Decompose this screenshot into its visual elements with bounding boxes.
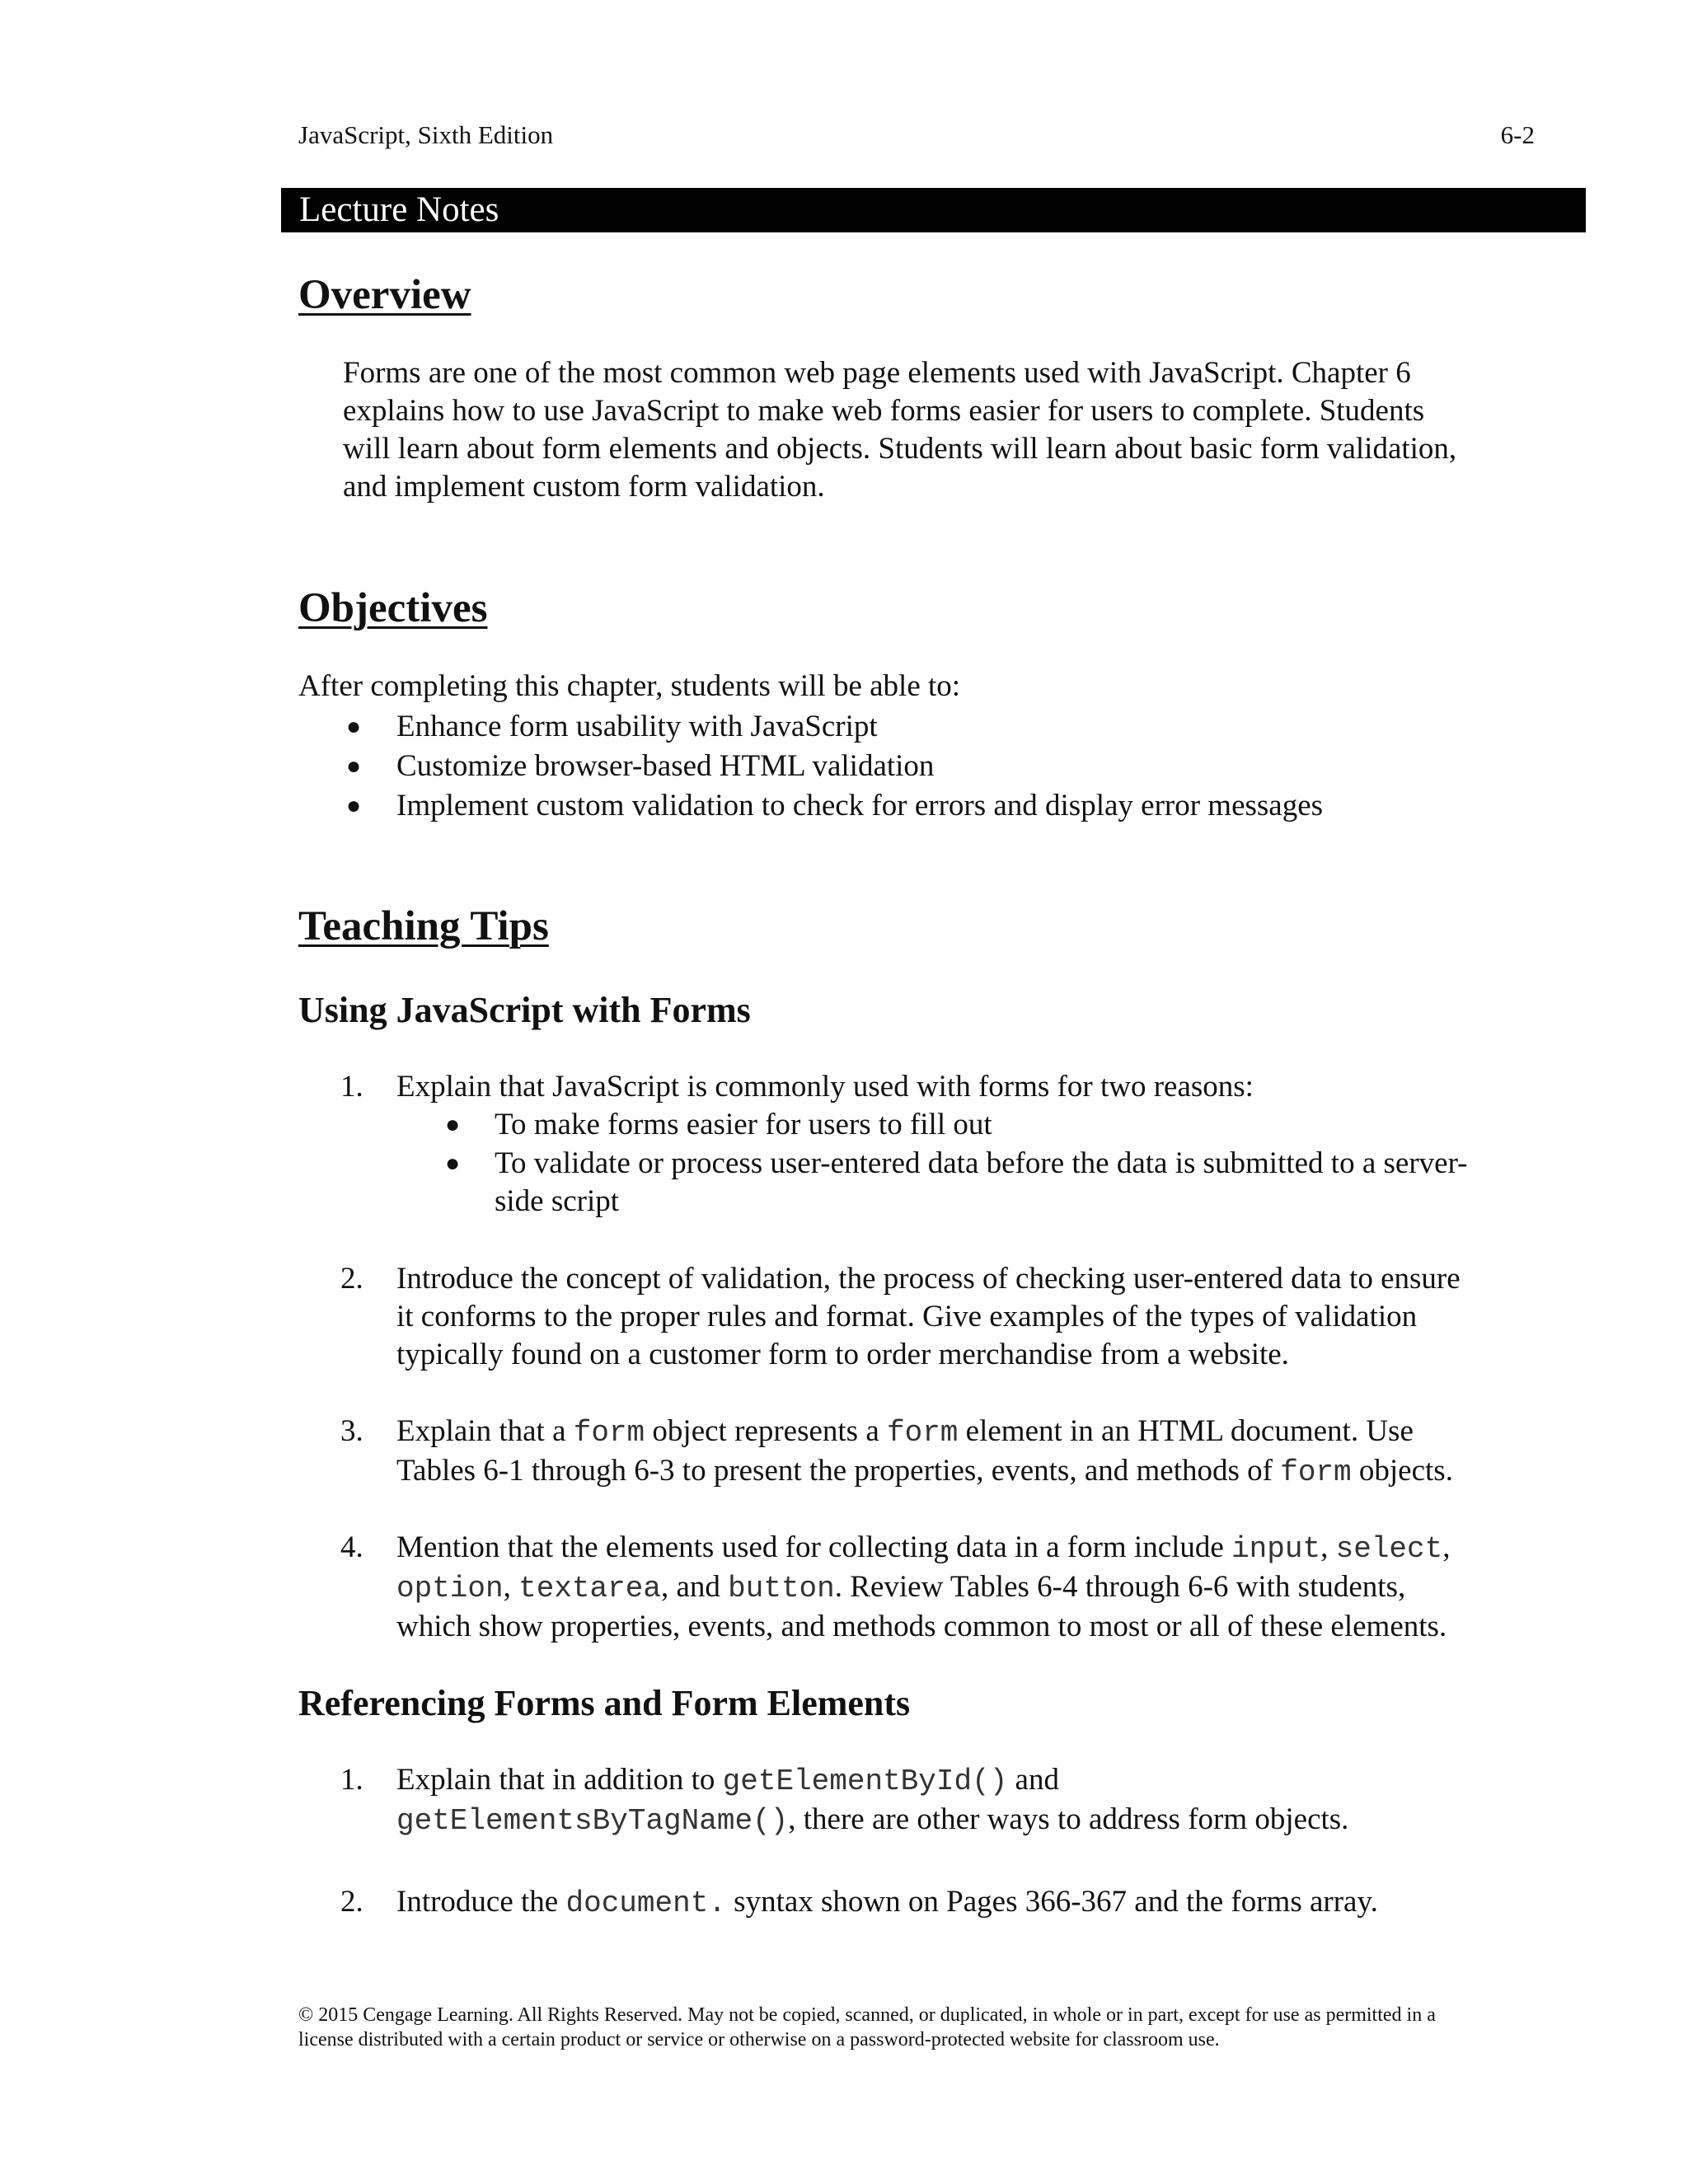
sub-bullet-text: To make forms easier for users to fill out bbox=[495, 1108, 992, 1141]
list-item-text bbox=[396, 1413, 1453, 1492]
list-item-text bbox=[396, 1761, 1348, 1840]
bullet-icon: ● bbox=[445, 1111, 461, 1138]
bullet-icon: ● bbox=[346, 713, 362, 740]
list-number: 1. bbox=[340, 1070, 363, 1104]
objectives-intro: After completing this chapter, students will be able to: bbox=[298, 669, 961, 703]
text-run: , bbox=[1442, 1530, 1451, 1564]
list-number: 4. bbox=[340, 1530, 363, 1564]
code-term: input bbox=[1231, 1532, 1321, 1566]
text-run: and bbox=[1007, 1763, 1059, 1797]
text-run: , there are other ways to address form objects. bbox=[788, 1802, 1349, 1836]
list-item-line bbox=[396, 1529, 1450, 1568]
footer-line: © 2015 Cengage Learning. All Rights Reserved. May not be copied, scanned, or duplicated, in whole or in part, except for use as permitted in a bbox=[298, 2004, 1436, 2026]
header-page-number: 6-2 bbox=[1500, 120, 1535, 149]
list-item-line: it conforms to the proper rules and format. Give examples of the types of validation bbox=[396, 1300, 1418, 1333]
lecture-notes-banner: Lecture Notes bbox=[281, 188, 1586, 232]
text-run: Explain that a bbox=[396, 1414, 574, 1448]
code-term: form bbox=[1280, 1455, 1352, 1489]
copyright-footer bbox=[298, 2003, 1584, 2052]
text-run: object represents a bbox=[645, 1414, 887, 1448]
bullet-icon: ● bbox=[346, 752, 362, 780]
sub-bullet-text: side script bbox=[495, 1184, 620, 1218]
code-term: form bbox=[887, 1416, 959, 1450]
list-item-text: Explain that JavaScript is commonly used with forms for two reasons: bbox=[396, 1070, 1254, 1104]
code-term: option bbox=[396, 1572, 504, 1605]
running-header bbox=[298, 117, 1535, 153]
section-heading-using-javascript: Using JavaScript with Forms bbox=[298, 990, 751, 1030]
list-item-text bbox=[396, 1529, 1450, 1646]
overview-line: explains how to use JavaScript to make web forms easier for users to complete. Students bbox=[343, 394, 1425, 428]
text-run: syntax shown on Pages 366-367 and the forms array. bbox=[725, 1885, 1378, 1919]
list-item-line: Introduce the concept of validation, the process of checking user-entered data to ensure bbox=[396, 1262, 1461, 1296]
list-item-line bbox=[396, 1801, 1348, 1840]
code-term: getElementsByTagName() bbox=[396, 1804, 789, 1838]
overview-line: and implement custom form validation. bbox=[343, 470, 825, 504]
text-run: Introduce the bbox=[396, 1885, 566, 1919]
objective-item: Enhance form usability with JavaScript bbox=[396, 710, 878, 743]
header-book-title: JavaScript, Sixth Edition bbox=[298, 120, 554, 149]
text-run: , bbox=[1320, 1530, 1336, 1564]
overview-paragraph bbox=[343, 354, 1456, 506]
list-item-line: which show properties, events, and methods common to most or all of these elements. bbox=[396, 1610, 1447, 1643]
text-run: . Review Tables 6-4 through 6-6 with students, bbox=[834, 1570, 1406, 1604]
list-item-line bbox=[396, 1761, 1348, 1801]
teaching-tips-heading: Teaching Tips bbox=[298, 903, 549, 949]
code-term: textarea bbox=[518, 1572, 661, 1605]
text-run: element in an HTML document. Use bbox=[958, 1414, 1414, 1448]
bullet-icon: ● bbox=[346, 792, 362, 819]
list-item-line bbox=[396, 1413, 1453, 1452]
code-term: form bbox=[573, 1416, 645, 1450]
text-run: Tables 6-1 through 6-3 to present the properties, events, and methods of bbox=[396, 1454, 1281, 1488]
objective-item: Customize browser-based HTML validation bbox=[396, 749, 935, 783]
text-run: , and bbox=[660, 1570, 729, 1604]
list-item-line bbox=[396, 1452, 1453, 1492]
text-run: , bbox=[503, 1570, 519, 1604]
list-number: 2. bbox=[340, 1262, 363, 1296]
list-number: 3. bbox=[340, 1414, 363, 1448]
section-heading-referencing-forms: Referencing Forms and Form Elements bbox=[298, 1683, 911, 1723]
list-item-text bbox=[396, 1260, 1461, 1374]
list-item-line bbox=[396, 1568, 1450, 1608]
list-item-line: typically found on a customer form to order merchandise from a website. bbox=[396, 1338, 1289, 1371]
objective-item: Implement custom validation to check for errors and display error messages bbox=[396, 789, 1324, 823]
code-term: document. bbox=[565, 1886, 726, 1920]
code-term: select bbox=[1335, 1532, 1443, 1566]
overview-line: Forms are one of the most common web page elements used with JavaScript. Chapter 6 bbox=[343, 356, 1411, 390]
list-number: 2. bbox=[340, 1885, 363, 1919]
overview-line: will learn about form elements and objects. Students will learn about basic form validation, bbox=[343, 432, 1457, 466]
sub-bullet-text: To validate or process user-entered data before the data is submitted to a server- bbox=[495, 1146, 1468, 1180]
text-run: Mention that the elements used for collecting data in a form include bbox=[396, 1530, 1232, 1564]
overview-heading: Overview bbox=[298, 272, 471, 318]
footer-line: license distributed with a certain product or service or otherwise on a password-protected website for classroom use. bbox=[298, 2029, 1220, 2050]
objectives-heading: Objectives bbox=[298, 585, 488, 631]
bullet-icon: ● bbox=[445, 1150, 461, 1177]
list-item-text bbox=[396, 1883, 1378, 1923]
text-run: Explain that in addition to bbox=[396, 1763, 723, 1797]
text-run: objects. bbox=[1351, 1454, 1453, 1488]
list-number: 1. bbox=[340, 1763, 363, 1797]
code-term: getElementById() bbox=[722, 1765, 1008, 1798]
code-term: button bbox=[728, 1572, 835, 1605]
